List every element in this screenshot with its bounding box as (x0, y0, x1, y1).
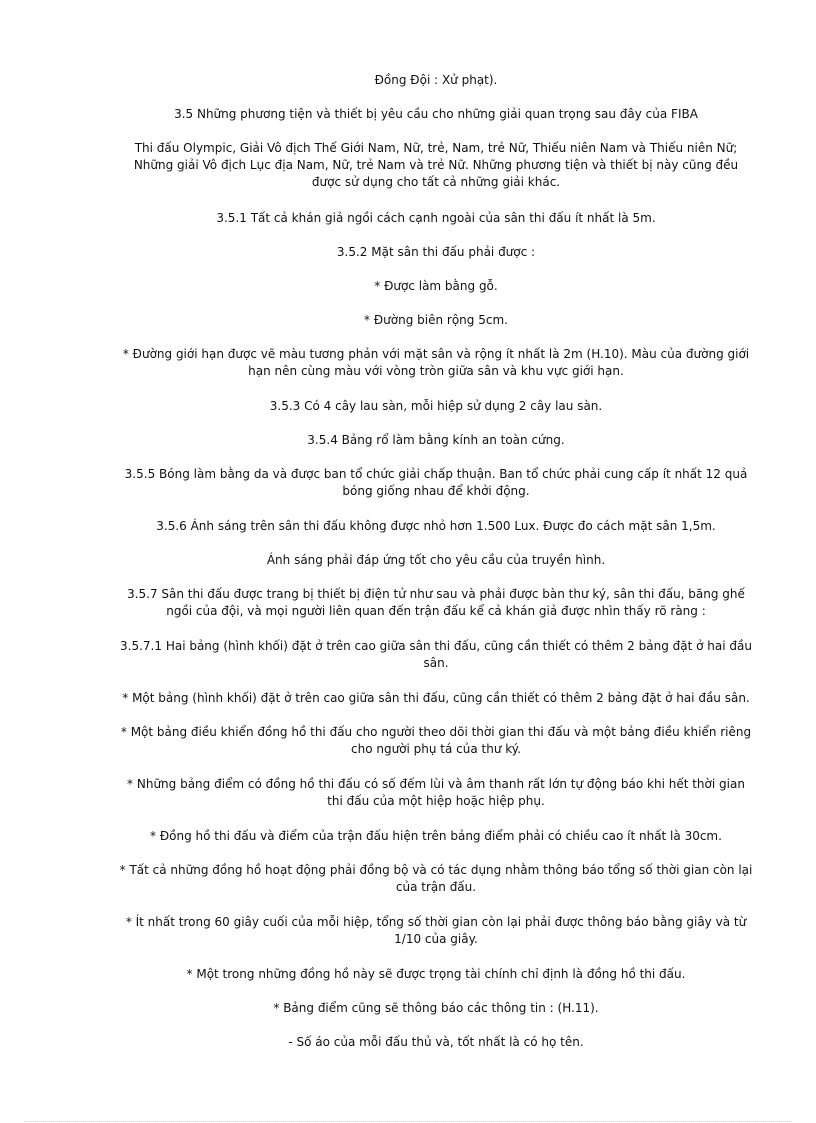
bullet-last-60-seconds: * Ít nhất trong 60 giây cuối của mỗi hiệp, tổng số thời gian còn lại phải được thông báo bằng giây và từ 1/10 của giây. (125, 915, 747, 946)
paragraph-3-5-6: 3.5.6 Ánh sáng trên sân thi đấu không được nhỏ hơn 1.500 Lux. Được đo cách mặt sân 1,5m. (156, 519, 716, 533)
paragraph-3-5-3: 3.5.3 Có 4 cây lau sàn, mỗi hiệp sử dụng 2 cây lau sàn. (269, 399, 603, 413)
bullet-restricted-line: * Đường giới hạn được vẽ màu tương phản với mặt sân và rộng ít nhất là 2m (H.10). Màu của đường giới hạn nên cùng màu với vòng tròn giữa sân và khu vực giới hạn. (122, 347, 750, 378)
paragraph-1: Đồng Đội : Xử phạt). (374, 73, 498, 87)
page-bottom-divider (24, 1121, 792, 1122)
paragraph-3-5-4: 3.5.4 Bảng rổ làm bằng kính an toàn cứng. (307, 433, 565, 447)
bullet-official-clock: * Một trong những đồng hồ này sẽ được trọng tài chính chỉ định là đồng hồ thi đấu. (186, 967, 686, 981)
bullet-cube-board: * Một bảng (hình khối) đặt ở trên cao giữa sân thi đấu, cũng cần thiết có thêm 2 bảng đặt ở hai đầu sân. (122, 691, 750, 705)
paragraph-3-5-1: 3.5.1 Tất cả khán giả ngồi cách cạnh ngoài của sân thi đấu ít nhất là 5m. (216, 211, 656, 225)
bullet-boundary: * Đường biên rộng 5cm. (364, 313, 508, 327)
bullet-clocks-sync: * Tất cả những đồng hồ hoạt động phải đồng bộ và có tác dụng nhằm thông báo tổng số thời gian còn lại của trận đấu. (119, 863, 753, 894)
bullet-clock-height: * Đồng hồ thi đấu và điểm của trận đấu hiện trên bảng điểm phải có chiều cao ít nhất là 30cm. (150, 829, 722, 843)
bullet-countdown: * Những bảng điểm có đồng hồ thi đấu có số đếm lùi và âm thanh rất lớn tự động báo khi hết thời gian thi đấu của một hiệp hoặc hiệp phụ. (127, 777, 745, 808)
paragraph-3-5-7: 3.5.7 Sân thi đấu được trang bị thiết bị điện tử như sau và phải được bàn thư ký, sân thi đấu, băng ghế ngồi của đội, và mọi người liên quan đến trận đấu kể cả khán giả được nhìn thấy rõ ràng : (127, 587, 745, 618)
section-3-5-heading: 3.5 Những phương tiện và thiết bị yêu cầu cho những giải quan trọng sau đây của FIBA (174, 107, 698, 121)
paragraph-competitions: Thi đấu Olympic, Giải Vô địch Thế Giới Nam, Nữ, trẻ, Nam, trẻ Nữ, Thiếu niên Nam và Thiếu niên Nữ; Những giải Vô địch Lục địa Nam, Nữ, trẻ Nam và trẻ Nữ. Những phương tiện và thiết bị này cũng đều được sử dụng cho tất cả những giải khác. (133, 141, 739, 189)
bullet-wood: * Được làm bằng gỗ. (374, 279, 498, 293)
bullet-control-board: * Một bảng điều khiển đồng hồ thi đấu cho người theo dõi thời gian thi đấu và một bảng điều khiển riêng cho người phụ tá của thư ký. (120, 725, 752, 756)
dash-player-number: - Số áo của mỗi đấu thủ và, tốt nhất là có họ tên. (288, 1035, 584, 1049)
paragraph-lighting-tv: Ánh sáng phải đáp ứng tốt cho yêu cầu của truyền hình. (266, 553, 606, 567)
paragraph-3-5-5: 3.5.5 Bóng làm bằng da và được ban tổ chức giải chấp thuận. Ban tổ chức phải cung cấp ít nhất 12 quả bóng giống nhau để khởi động. (124, 467, 748, 498)
paragraph-3-5-7-1: 3.5.7.1 Hai bảng (hình khối) đặt ở trên cao giữa sân thi đấu, cũng cần thiết có thêm 2 bảng đặt ở hai đầu sân. (120, 639, 752, 670)
bullet-scoreboard-info: * Bảng điểm cũng sẽ thông báo các thông tin : (H.11). (273, 1001, 599, 1015)
paragraph-3-5-2: 3.5.2 Mặt sân thi đấu phải được : (336, 245, 536, 259)
